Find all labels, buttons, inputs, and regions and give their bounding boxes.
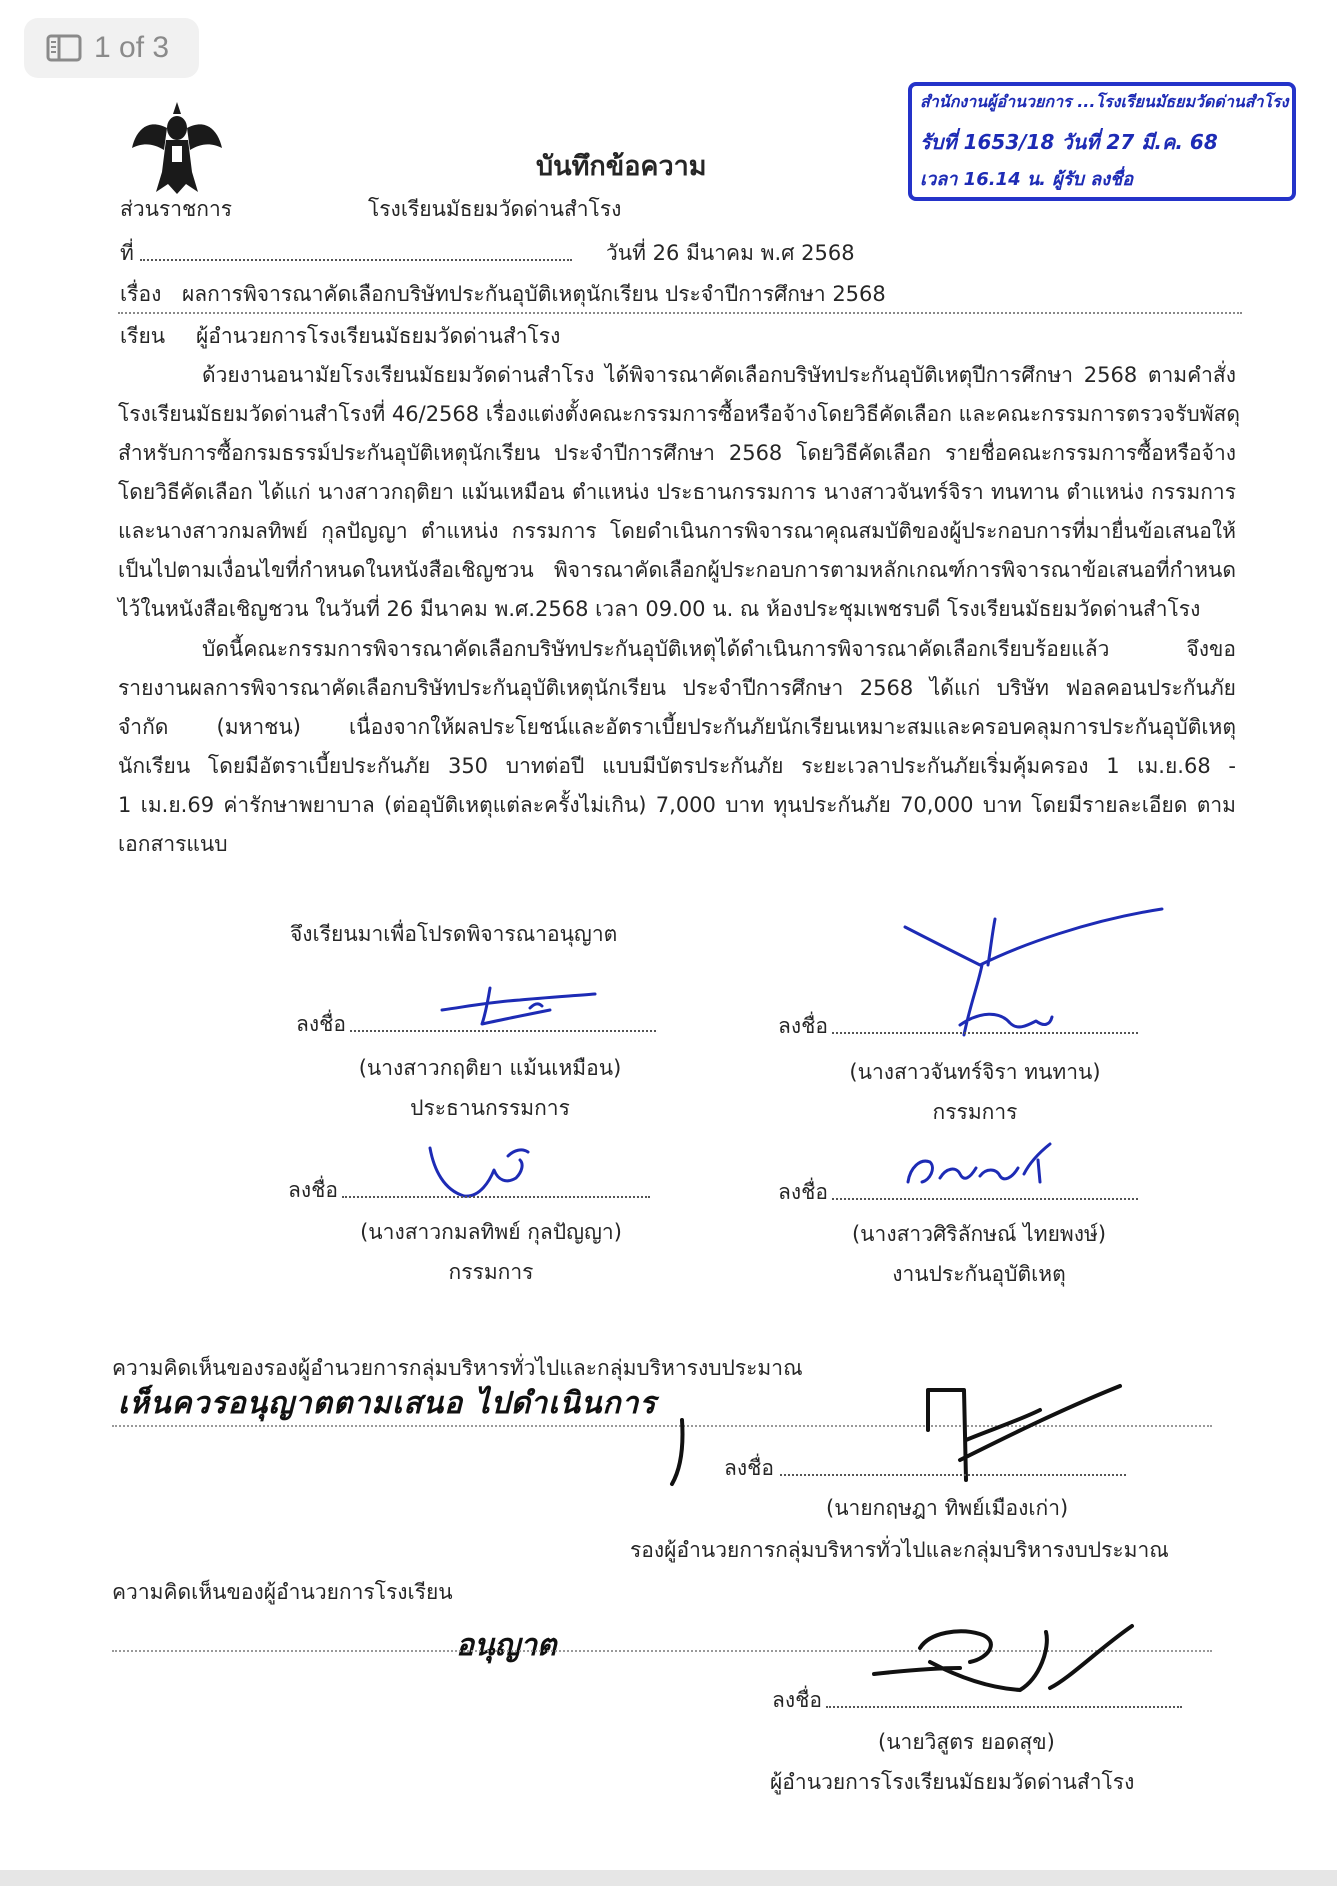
signature-line <box>826 1706 1182 1708</box>
sign-label: ลงชื่อ <box>778 1180 828 1204</box>
signatory-block <box>820 1052 1130 1132</box>
signatory-role: กรรมการ <box>932 1100 1018 1124</box>
signature-line <box>342 1196 650 1198</box>
garuda-emblem <box>128 98 226 196</box>
signatory-name: (นางสาวกมลทิพย์ กุลปัญญา) <box>360 1220 622 1244</box>
signatory-role: กรรมการ <box>448 1260 534 1284</box>
sidebar-toggle-icon[interactable] <box>46 34 82 62</box>
body-paragraph-2 <box>118 630 1236 864</box>
to-label: เรียน <box>120 324 166 348</box>
stamp-line-2: รับที่ 1653/18 วันที่ 27 มี.ค. 68 <box>920 130 1218 154</box>
paragraph-line: เอกสารแนบ <box>118 832 228 856</box>
paragraph-line: นักเรียน โดยมีอัตราเบี้ยประกันภัย 350 บาทต่อปี แบบมีบัตรประกันภัย ระยะเวลาประกันภัยเริ่มคุ้มครอง 1 เม.ย.68 - <box>118 754 1236 778</box>
paragraph-line: และนางสาวกมลทิพย์ กุลปัญญา ตำแหน่ง กรรมการ โดยดำเนินการพิจารณาคุณสมบัติของผู้ประกอบการที่มายื่นข้อเสนอให้ <box>118 519 1236 543</box>
signature-mark <box>900 1138 1060 1198</box>
signature-mark <box>870 1618 1140 1708</box>
deputy-handwritten-opinion: เห็นควรอนุญาตตามเสนอ ไปดำเนินการ <box>118 1386 657 1421</box>
paragraph-line: โรงเรียนมัธยมวัดด่านสำโรงที่ 46/2568 เรื่องแต่งตั้งคณะกรรมการซื้อหรือจ้างโดยวิธีคัดเลือก และคณะกรรมการตรวจรับพัสดุ <box>118 402 1240 426</box>
ref-label: ที่ <box>120 241 134 265</box>
signatory-block <box>824 1214 1134 1294</box>
agency-value: โรงเรียนมัธยมวัดด่านสำโรง <box>368 197 622 221</box>
director-role: ผู้อำนวยการโรงเรียนมัธยมวัดด่านสำโรง <box>770 1770 1135 1794</box>
ref-dotted-line <box>140 259 572 261</box>
paragraph-line: โดยวิธีคัดเลือก ได้แก่ นางสาวกฤติยา แม้นเหมือน ตำแหน่ง ประธานกรรมการ นางสาวจันทร์จิรา ทนทาน ตำแหน่ง กรรมการ <box>118 480 1236 504</box>
signatory-name: (นางสาวจันทร์จิรา ทนทาน) <box>849 1060 1101 1084</box>
paragraph-line: เป็นไปตามเงื่อนไขที่กำหนดในหนังสือเชิญชวน พิจารณาคัดเลือกผู้ประกอบการตามหลักเกณฑ์การพิจารณาข้อเสนอที่กำหนด <box>118 558 1236 582</box>
deputy-opinion-label: ความคิดเห็นของรองผู้อำนวยการกลุ่มบริหารทั่วไปและกลุ่มบริหารงบประมาณ <box>112 1356 803 1380</box>
paragraph-line: ด้วยงานอนามัยโรงเรียนมัธยมวัดด่านสำโรง ได้พิจารณาคัดเลือกบริษัทประกันอุบัติเหตุปีการศึกษา 2568 ตามคำสั่ง <box>202 363 1236 387</box>
body-paragraph-1 <box>118 356 1240 629</box>
signatory-name: (นางสาวศิริลักษณ์ ไทยพงษ์) <box>851 1222 1107 1246</box>
agency-label: ส่วนราชการ <box>120 197 233 221</box>
signature-line <box>832 1032 1138 1034</box>
signatory-block <box>340 1048 640 1128</box>
closing-line: จึงเรียนมาเพื่อโปรดพิจารณาอนุญาต <box>290 922 618 946</box>
signatory-block <box>336 1212 646 1292</box>
header-divider <box>118 312 1242 314</box>
received-stamp <box>908 82 1296 201</box>
deputy-name: (นายกฤษฎา ทิพย์เมืองเก่า) <box>826 1496 1069 1520</box>
signatory-name: (นางสาวกฤติยา แม้นเหมือน) <box>358 1056 622 1080</box>
sign-label: ลงชื่อ <box>296 1012 346 1036</box>
sign-label: ลงชื่อ <box>724 1456 774 1480</box>
director-opinion-label: ความคิดเห็นของผู้อำนวยการโรงเรียน <box>112 1580 453 1604</box>
paragraph-line: 1 เม.ย.69 ค่ารักษาพยาบาล (ต่ออุบัติเหตุแต่ละครั้งไม่เกิน) 7,000 บาท ทุนประกันภัย 70,000 บาท โดยมีรายละเอียด ตาม <box>118 793 1236 817</box>
director-name: (นายวิสูตร ยอดสุข) <box>878 1730 1055 1754</box>
sign-label: ลงชื่อ <box>772 1688 822 1712</box>
signature-mark <box>420 1140 540 1202</box>
paragraph-line: รายงานผลการพิจารณาคัดเลือกบริษัทประกันอุบัติเหตุนักเรียน ประจำปีการศึกษา 2568 ได้แก่ บริษัท ฟอลคอนประกันภัย <box>118 676 1236 700</box>
memo-date: วันที่ 26 มีนาคม พ.ศ 2568 <box>606 241 855 265</box>
page-indicator[interactable] <box>24 18 199 78</box>
deputy-role: รองผู้อำนวยการกลุ่มบริหารทั่วไปและกลุ่มบริหารงบประมาณ <box>630 1538 1169 1562</box>
stamp-line-3: เวลา 16.14 น. ผู้รับ ลงชื่อ <box>920 169 1134 190</box>
signature-line <box>350 1030 656 1032</box>
paragraph-line: สำหรับการซื้อกรมธรรม์ประกันอุบัติเหตุนักเรียน ประจำปีการศึกษา 2568 โดยวิธีคัดเลือก รายชื่อคณะกรรมการซื้อหรือจ้าง <box>118 441 1236 465</box>
memo-title: บันทึกข้อความ <box>536 151 707 182</box>
paragraph-line: จำกัด (มหาชน) เนื่องจากให้ผลประโยชน์และอัตราเบี้ยประกันภัยนักเรียนเหมาะสมและครอบคลุมการประกันอุบัติเหตุ <box>118 715 1236 739</box>
director-handwritten-opinion: อนุญาต <box>456 1628 557 1663</box>
to-value: ผู้อำนวยการโรงเรียนมัธยมวัดด่านสำโรง <box>196 324 561 348</box>
subject-label: เรื่อง <box>120 282 162 306</box>
paragraph-line: บัดนี้คณะกรรมการพิจารณาคัดเลือกบริษัทประกันอุบัติเหตุได้ดำเนินการพิจารณาคัดเลือกเรียบร้อยแล้ว จึงขอ <box>202 637 1236 661</box>
page-indicator-label: 1 of 3 <box>94 31 170 64</box>
signatory-role: ประธานกรรมการ <box>410 1096 570 1120</box>
paragraph-line: ไว้ในหนังสือเชิญชวน ในวันที่ 26 มีนาคม พ.ศ.2568 เวลา 09.00 น. ณ ห้องประชุมเพชรบดี โรงเรียนมัธยมวัดด่านสำโรง <box>118 597 1201 621</box>
signature-mark <box>900 905 1170 1040</box>
page-bottom-edge <box>0 1870 1337 1886</box>
sign-label: ลงชื่อ <box>288 1178 338 1202</box>
sign-label: ลงชื่อ <box>778 1014 828 1038</box>
signature-line <box>832 1198 1138 1200</box>
signature-mark <box>430 980 600 1030</box>
stamp-line-1: สำนักงานผู้อำนวยการ ...โรงเรียนมัธยมวัดด่านสำโรง <box>920 92 1289 111</box>
subject-value: ผลการพิจารณาคัดเลือกบริษัทประกันอุบัติเหตุนักเรียน ประจำปีการศึกษา 2568 <box>182 282 886 306</box>
signatory-role: งานประกันอุบัติเหตุ <box>892 1262 1066 1286</box>
signature-line <box>780 1474 1126 1476</box>
